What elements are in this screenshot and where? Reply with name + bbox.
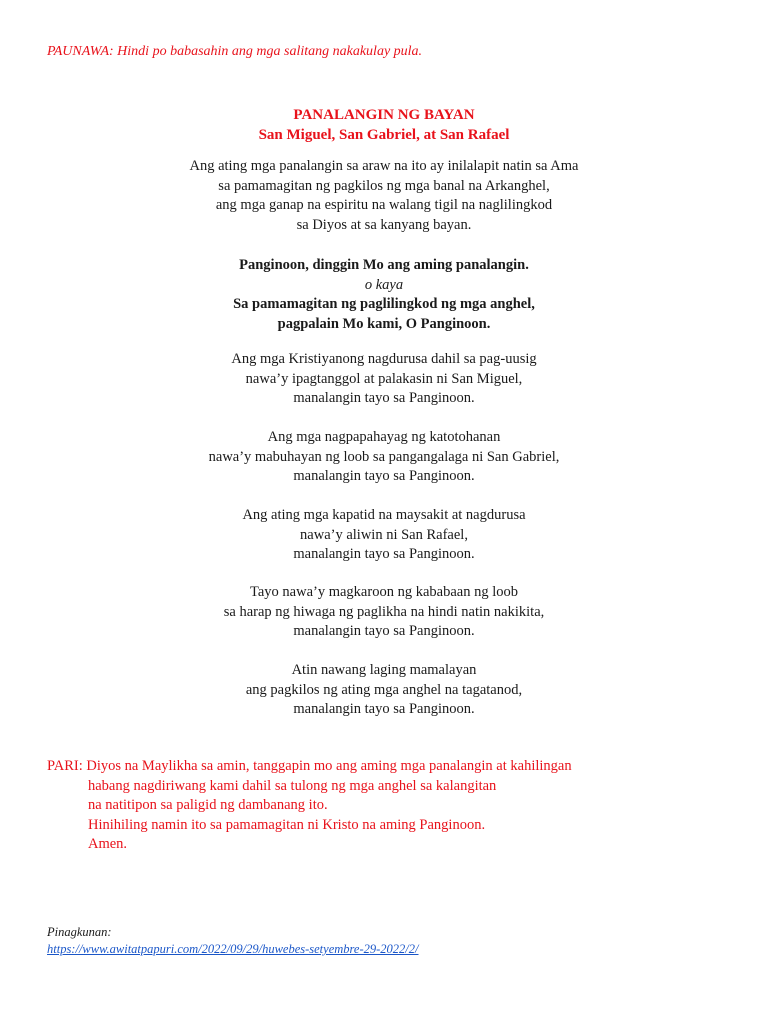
intention-line: Atin nawang laging mamalayan: [291, 662, 477, 678]
closing-prayer: [47, 757, 572, 855]
intro-line: ang mga ganap na espiritu na walang tigil na naglilingkod: [215, 197, 553, 213]
closing-first-line: PARI: Diyos na Maylikha sa amin, tanggapin mo ang aming mga panalangin at kahilingan: [47, 758, 572, 774]
intention-response: manalangin tayo sa Panginoon.: [293, 390, 475, 406]
source-label: Pinagkunan:: [47, 925, 112, 939]
intro-line: sa Diyos at sa kanyang bayan.: [296, 216, 472, 233]
intention-response: manalangin tayo sa Panginoon.: [293, 468, 475, 484]
intention-5: [0, 661, 768, 720]
intention-line: Ang mga nagpapahayag ng katotohanan: [267, 429, 501, 445]
document-subtitle: San Miguel, San Gabriel, at San Rafael: [258, 126, 510, 143]
intention-response: manalangin tayo sa Panginoon.: [293, 701, 475, 717]
response-line: pagpalain Mo kami, O Panginoon.: [277, 315, 491, 332]
response-alternative: o kaya: [364, 276, 404, 293]
title-block: [0, 106, 768, 145]
response-block: [0, 256, 768, 334]
source-link[interactable]: https://www.awitatpapuri.com/2022/09/29/huwebes-setyembre-29-2022/2/: [47, 942, 419, 956]
intro-paragraph: [0, 157, 768, 235]
intention-4: [0, 583, 768, 642]
intention-line: nawa’y mabuhayan ng loob sa pangangalaga ni San Gabriel,: [208, 448, 560, 465]
intention-line: Ang ating mga kapatid na maysakit at nagdurusa: [242, 507, 526, 523]
intention-response: manalangin tayo sa Panginoon.: [293, 546, 475, 562]
intention-line: nawa’y ipagtanggol at palakasin ni San Miguel,: [245, 370, 523, 387]
closing-line: habang nagdiriwang kami dahil sa tulong ng mga anghel sa kalangitan: [88, 777, 497, 794]
closing-line: Hinihiling namin ito sa pamamagitan ni Kristo na aming Panginoon.: [88, 816, 486, 833]
response-line: Sa pamamagitan ng paglilingkod ng mga anghel,: [233, 296, 535, 312]
intention-line: ang pagkilos ng ating mga anghel na tagatanod,: [245, 681, 523, 698]
response-line: Panginoon, dinggin Mo ang aming panalangin.: [239, 257, 529, 273]
intention-3: [0, 506, 768, 565]
intention-line: Ang mga Kristiyanong nagdurusa dahil sa pag-uusig: [231, 351, 537, 367]
intention-1: [0, 350, 768, 409]
closing-line: na natitipon sa paligid ng dambanang ito.: [88, 797, 328, 813]
intention-line: sa harap ng hiwaga ng paglikha na hindi natin nakikita,: [223, 603, 545, 620]
source-citation: [47, 924, 419, 958]
instruction-note: PAUNAWA: Hindi po babasahin ang mga salitang nakakulay pula.: [47, 44, 423, 59]
intention-line: nawa’y aliwin ni San Rafael,: [300, 526, 468, 543]
intro-line: Ang ating mga panalangin sa araw na ito ay inilalapit natin sa Ama: [189, 158, 579, 174]
intention-2: [0, 428, 768, 487]
closing-amen: Amen.: [88, 836, 128, 852]
intention-line: Tayo nawa’y magkaroon ng kababaan ng loob: [250, 584, 518, 600]
document-title: PANALANGIN NG BAYAN: [293, 107, 475, 123]
intention-response: manalangin tayo sa Panginoon.: [293, 623, 475, 639]
intro-line: sa pamamagitan ng pagkilos ng mga banal na Arkanghel,: [218, 177, 550, 194]
